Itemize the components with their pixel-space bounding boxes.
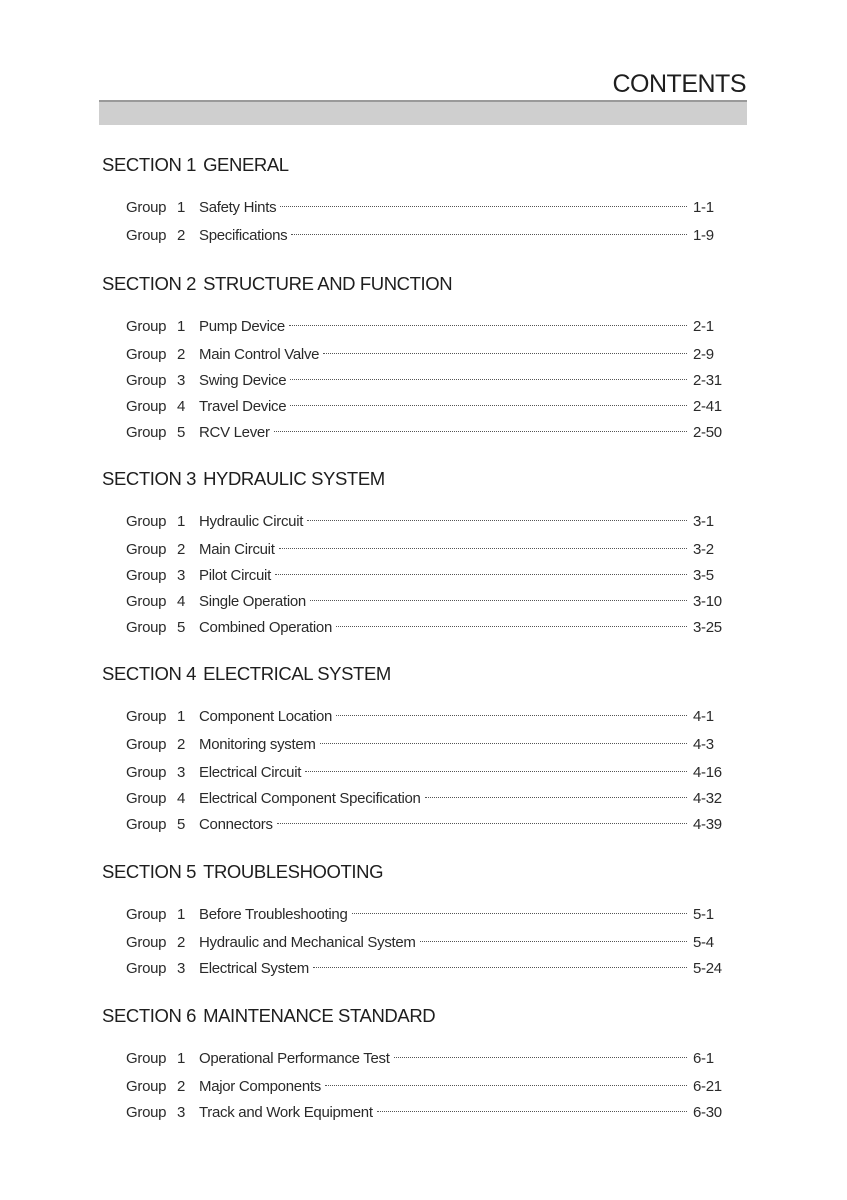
section-heading (102, 663, 727, 685)
section-6 (102, 1005, 727, 1126)
toc-entry[interactable] (102, 368, 727, 394)
entry-name: Hydraulic Circuit (199, 513, 304, 530)
group-label: Group (126, 708, 167, 725)
group-label: Group (126, 934, 167, 951)
section-number: SECTION 2 (102, 273, 197, 294)
dot-leader (320, 743, 687, 744)
page-number: 3-10 (693, 593, 722, 610)
entry-name: RCV Lever (199, 424, 270, 441)
toc-entry[interactable] (102, 314, 727, 340)
section-title: TROUBLESHOOTING (203, 861, 384, 882)
group-number: 2 (177, 541, 186, 558)
toc-entry[interactable] (102, 563, 727, 589)
dot-leader (274, 431, 687, 432)
page-number: 6-21 (693, 1078, 722, 1095)
group-number: 4 (177, 398, 186, 415)
page-number: 5-4 (693, 934, 714, 951)
group-number: 2 (177, 346, 186, 363)
group-number: 1 (177, 318, 186, 335)
toc-entry[interactable] (102, 509, 727, 535)
section-title: HYDRAULIC SYSTEM (203, 468, 385, 489)
dot-leader (425, 797, 687, 798)
dot-leader (291, 234, 687, 235)
section-3 (102, 468, 727, 641)
section-heading (102, 154, 727, 176)
toc-entry[interactable] (102, 704, 727, 730)
group-number: 5 (177, 619, 186, 636)
group-number: 3 (177, 764, 186, 781)
group-label: Group (126, 346, 167, 363)
group-label: Group (126, 1104, 167, 1121)
group-number: 1 (177, 199, 186, 216)
group-number: 2 (177, 227, 186, 244)
toc-entry[interactable] (102, 394, 727, 420)
group-number: 3 (177, 567, 186, 584)
entry-name: Swing Device (199, 372, 287, 389)
page-number: 1-9 (693, 227, 714, 244)
group-label: Group (126, 1050, 167, 1067)
dot-leader (352, 913, 687, 914)
group-label: Group (126, 960, 167, 977)
dot-leader (307, 520, 687, 521)
group-number: 2 (177, 1078, 186, 1095)
entry-name: Safety Hints (199, 199, 277, 216)
entry-name: Operational Performance Test (199, 1050, 390, 1067)
group-label: Group (126, 199, 167, 216)
dot-leader (325, 1085, 687, 1086)
page-number: 2-50 (693, 424, 722, 441)
section-1 (102, 154, 727, 249)
dot-leader (377, 1111, 687, 1112)
section-title: ELECTRICAL SYSTEM (203, 663, 391, 684)
group-label: Group (126, 619, 167, 636)
group-label: Group (126, 567, 167, 584)
entry-name: Main Control Valve (199, 346, 320, 363)
entry-name: Before Troubleshooting (199, 906, 348, 923)
group-label: Group (126, 790, 167, 807)
section-title: MAINTENANCE STANDARD (203, 1005, 436, 1026)
entry-name: Electrical Component Specification (199, 790, 421, 807)
dot-leader (420, 941, 687, 942)
section-number: SECTION 5 (102, 861, 197, 882)
group-label: Group (126, 372, 167, 389)
page-title: CONTENTS (612, 70, 746, 98)
dot-leader (289, 325, 687, 326)
group-label: Group (126, 227, 167, 244)
group-label: Group (126, 541, 167, 558)
group-label: Group (126, 906, 167, 923)
title-bar (99, 100, 747, 125)
group-label: Group (126, 816, 167, 833)
toc-entry[interactable] (102, 812, 727, 838)
group-label: Group (126, 513, 167, 530)
group-number: 4 (177, 790, 186, 807)
entry-name: Major Components (199, 1078, 321, 1095)
toc-entry[interactable] (102, 615, 727, 641)
dot-leader (275, 574, 687, 575)
page-number: 3-2 (693, 541, 714, 558)
toc-entry[interactable] (102, 1046, 727, 1072)
dot-leader (280, 206, 687, 207)
entry-name: Electrical System (199, 960, 309, 977)
entry-name: Main Circuit (199, 541, 275, 558)
toc-entry[interactable] (102, 1100, 727, 1126)
toc-entry[interactable] (102, 195, 727, 221)
section-5 (102, 861, 727, 982)
page-number: 4-1 (693, 708, 714, 725)
dot-leader (336, 715, 687, 716)
section-heading (102, 1005, 727, 1027)
toc-entry[interactable] (102, 930, 727, 956)
entry-name: Electrical Circuit (199, 764, 302, 781)
section-number: SECTION 6 (102, 1005, 197, 1026)
page-number: 2-9 (693, 346, 714, 363)
dot-leader (290, 405, 687, 406)
page-number: 5-1 (693, 906, 714, 923)
group-number: 4 (177, 593, 186, 610)
page-number: 2-31 (693, 372, 722, 389)
toc-entry[interactable] (102, 1074, 727, 1100)
toc-entry[interactable] (102, 223, 727, 249)
dot-leader (310, 600, 687, 601)
section-heading (102, 861, 727, 883)
group-label: Group (126, 1078, 167, 1095)
page-number: 6-1 (693, 1050, 714, 1067)
entry-name: Track and Work Equipment (199, 1104, 373, 1121)
group-label: Group (126, 398, 167, 415)
dot-leader (336, 626, 687, 627)
group-number: 2 (177, 934, 186, 951)
section-title: STRUCTURE AND FUNCTION (203, 273, 453, 294)
section-number: SECTION 4 (102, 663, 197, 684)
group-number: 3 (177, 1104, 186, 1121)
section-heading (102, 468, 727, 490)
group-label: Group (126, 424, 167, 441)
dot-leader (313, 967, 687, 968)
toc-entry[interactable] (102, 732, 727, 758)
group-label: Group (126, 318, 167, 335)
entry-name: Connectors (199, 816, 273, 833)
group-label: Group (126, 736, 167, 753)
toc-entry[interactable] (102, 786, 727, 812)
dot-leader (305, 771, 687, 772)
toc-entry[interactable] (102, 537, 727, 563)
group-number: 1 (177, 708, 186, 725)
toc-entry[interactable] (102, 589, 727, 615)
page-number: 3-5 (693, 567, 714, 584)
group-number: 3 (177, 960, 186, 977)
page-number: 6-30 (693, 1104, 722, 1121)
toc-entry[interactable] (102, 760, 727, 786)
section-number: SECTION 1 (102, 154, 197, 175)
page-number: 2-41 (693, 398, 722, 415)
toc-entry[interactable] (102, 956, 727, 982)
page-number: 3-25 (693, 619, 722, 636)
entry-name: Pump Device (199, 318, 285, 335)
entry-name: Monitoring system (199, 736, 316, 753)
entry-name: Pilot Circuit (199, 567, 271, 584)
dot-leader (279, 548, 687, 549)
toc-entry[interactable] (102, 342, 727, 368)
page-number: 2-1 (693, 318, 714, 335)
toc-entry[interactable] (102, 902, 727, 928)
dot-leader (323, 353, 687, 354)
section-4 (102, 663, 727, 838)
entry-name: Travel Device (199, 398, 287, 415)
group-label: Group (126, 764, 167, 781)
page-number: 3-1 (693, 513, 714, 530)
group-label: Group (126, 593, 167, 610)
page-number: 4-39 (693, 816, 722, 833)
dot-leader (394, 1057, 687, 1058)
dot-leader (290, 379, 687, 380)
group-number: 5 (177, 816, 186, 833)
page-number: 1-1 (693, 199, 714, 216)
page-number: 4-32 (693, 790, 722, 807)
dot-leader (277, 823, 687, 824)
group-number: 3 (177, 372, 186, 389)
toc-entry[interactable] (102, 420, 727, 446)
entry-name: Component Location (199, 708, 333, 725)
group-number: 5 (177, 424, 186, 441)
group-number: 1 (177, 906, 186, 923)
section-heading (102, 273, 727, 295)
page-number: 4-3 (693, 736, 714, 753)
entry-name: Single Operation (199, 593, 306, 610)
entry-name: Specifications (199, 227, 288, 244)
page-number: 4-16 (693, 764, 722, 781)
entry-name: Combined Operation (199, 619, 333, 636)
page-number: 5-24 (693, 960, 722, 977)
section-2 (102, 273, 727, 446)
entry-name: Hydraulic and Mechanical System (199, 934, 416, 951)
group-number: 2 (177, 736, 186, 753)
section-title: GENERAL (203, 154, 289, 175)
group-number: 1 (177, 1050, 186, 1067)
group-number: 1 (177, 513, 186, 530)
section-number: SECTION 3 (102, 468, 197, 489)
